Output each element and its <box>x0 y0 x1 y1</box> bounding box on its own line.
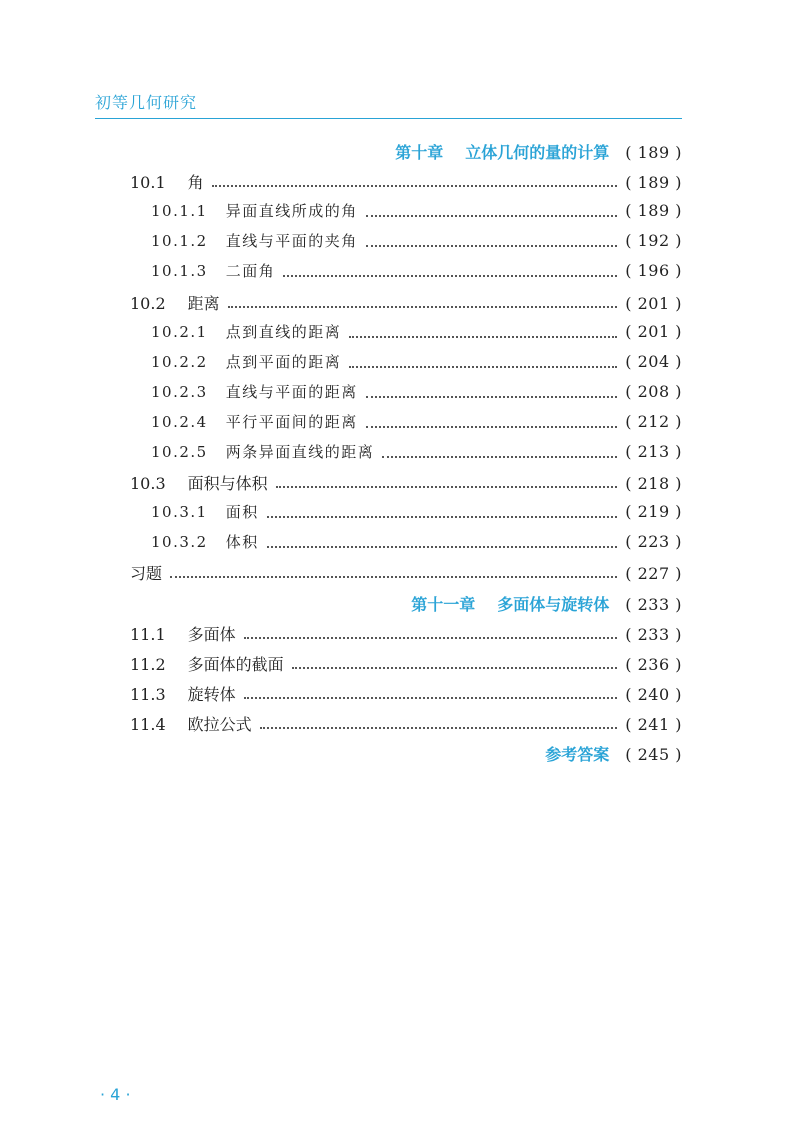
toc-entry <box>545 742 682 768</box>
toc-entry <box>130 170 682 196</box>
dot-leader <box>244 697 618 699</box>
toc-entry <box>151 321 682 347</box>
toc-entry-title: 欧拉公式 <box>187 714 252 734</box>
toc-entry-page: ( 213 ) <box>625 442 682 461</box>
toc-entry-number: 10.2.2 <box>151 352 208 371</box>
toc-entry-title: 点到平面的距离 <box>225 352 342 371</box>
toc-entry-number: 10.2 <box>130 293 166 313</box>
toc-entry-number: 10.2.3 <box>151 382 208 401</box>
toc-entry-page: ( 227 ) <box>625 564 682 584</box>
toc-entry-number: 10.2.4 <box>151 412 208 431</box>
toc-entry-number: 11.3 <box>130 684 166 704</box>
dot-leader <box>267 516 618 518</box>
dot-leader <box>349 366 617 368</box>
toc-entry-number: 10.3.1 <box>151 503 208 522</box>
toc-entry-title: 两条异面直线的距离 <box>225 443 375 461</box>
toc-entry <box>151 441 682 467</box>
toc-entry-page: ( 212 ) <box>625 411 682 431</box>
toc-entry <box>151 260 682 286</box>
toc-entry <box>130 561 682 587</box>
toc-entry-number: 10.3 <box>130 474 166 494</box>
toc-entry-title: 直线与平面的夹角 <box>225 232 358 251</box>
toc-entry-number: 10.1.1 <box>151 202 208 221</box>
toc-entry-page: ( 201 ) <box>625 293 682 313</box>
toc-entry-page: ( 240 ) <box>625 684 682 704</box>
header-rule <box>95 118 682 119</box>
dot-leader <box>366 426 618 428</box>
toc-entry <box>130 652 682 678</box>
dot-leader <box>366 215 618 217</box>
dot-leader <box>260 727 618 729</box>
dot-leader <box>267 546 618 548</box>
toc-entry-page: ( 196 ) <box>625 261 682 281</box>
toc-entry-page: ( 192 ) <box>625 231 682 251</box>
toc-entry-number: 10.1.3 <box>151 262 208 281</box>
toc-entry-title: 距离 <box>187 293 220 313</box>
dot-leader <box>228 306 618 308</box>
dot-leader <box>366 396 618 398</box>
toc-entry <box>151 351 682 377</box>
toc-entry <box>130 622 682 648</box>
toc-entry-number: 10.2.5 <box>151 443 208 461</box>
toc-entry-number: 第十章 <box>395 143 444 162</box>
running-head: 初等几何研究 <box>95 93 198 112</box>
dot-leader <box>283 275 617 277</box>
toc-entry-title: 多面体 <box>187 624 236 644</box>
toc-entry-title: 二面角 <box>225 262 276 281</box>
toc-entry-page: ( 201 ) <box>625 321 682 341</box>
toc-entry-title: 习题 <box>130 564 163 584</box>
toc-entry-title: 异面直线所成的角 <box>225 202 358 221</box>
toc-entry-title: 角 <box>187 173 204 193</box>
toc-entry-title: 直线与平面的距离 <box>225 382 358 401</box>
toc-entry-title: 面积与体积 <box>187 474 268 494</box>
toc-entry-number: 10.3.2 <box>151 533 208 552</box>
toc-entry-page: ( 189 ) <box>625 143 682 162</box>
dot-leader <box>212 185 618 187</box>
toc-entry <box>151 230 682 256</box>
page-number: · 4 · <box>100 1085 131 1104</box>
toc-entry-title: 参考答案 <box>545 745 610 764</box>
toc-entry <box>151 411 682 437</box>
toc-entry-page: ( 223 ) <box>625 532 682 552</box>
toc-entry-number: 第十一章 <box>411 594 476 614</box>
dot-leader <box>292 667 618 669</box>
toc-entry-page: ( 233 ) <box>625 594 682 614</box>
toc-entry <box>411 592 682 618</box>
toc-entry-page: ( 189 ) <box>625 201 682 221</box>
toc-entry-page: ( 204 ) <box>625 351 682 371</box>
dot-leader <box>244 637 618 639</box>
toc-entry-number: 11.2 <box>130 654 166 674</box>
toc-entry-title: 旋转体 <box>187 684 236 704</box>
toc-entry-title: 平行平面间的距离 <box>225 412 358 431</box>
toc-entry <box>395 140 682 166</box>
dot-leader <box>382 456 617 458</box>
dot-leader <box>170 576 617 578</box>
toc-entry-page: ( 245 ) <box>625 745 682 764</box>
toc-entry-number: 10.1.2 <box>151 232 208 251</box>
toc-entry-number: 10.2.1 <box>151 322 208 341</box>
toc-entry-page: ( 233 ) <box>625 624 682 644</box>
toc-entry <box>130 471 682 497</box>
toc-entry <box>151 200 682 226</box>
dot-leader <box>276 486 618 488</box>
toc-entry-title: 点到直线的距离 <box>225 322 342 341</box>
toc-entry <box>151 501 682 527</box>
toc-entry <box>130 291 682 317</box>
dot-leader <box>349 336 617 338</box>
toc-entry-number: 11.1 <box>130 624 166 644</box>
toc-entry-title: 多面体的截面 <box>187 654 284 674</box>
toc-entry-page: ( 241 ) <box>625 714 682 734</box>
toc-entry-number: 10.1 <box>130 173 166 193</box>
toc-entry-page: ( 208 ) <box>625 381 682 401</box>
toc-entry-page: ( 218 ) <box>625 474 682 494</box>
toc-entry <box>130 712 682 738</box>
toc-entry <box>130 682 682 708</box>
toc-entry-title: 体积 <box>225 533 259 552</box>
toc-entry-page: ( 189 ) <box>625 173 682 193</box>
dot-leader <box>366 245 618 247</box>
toc-entry <box>151 531 682 557</box>
toc-entry-title: 多面体与旋转体 <box>497 594 610 614</box>
toc-entry-title: 立体几何的量的计算 <box>465 143 610 162</box>
toc-entry-title: 面积 <box>225 503 259 522</box>
toc-entry <box>151 381 682 407</box>
toc-entry-page: ( 219 ) <box>625 502 682 522</box>
toc-entry-number: 11.4 <box>130 714 166 734</box>
toc-entry-page: ( 236 ) <box>625 654 682 674</box>
